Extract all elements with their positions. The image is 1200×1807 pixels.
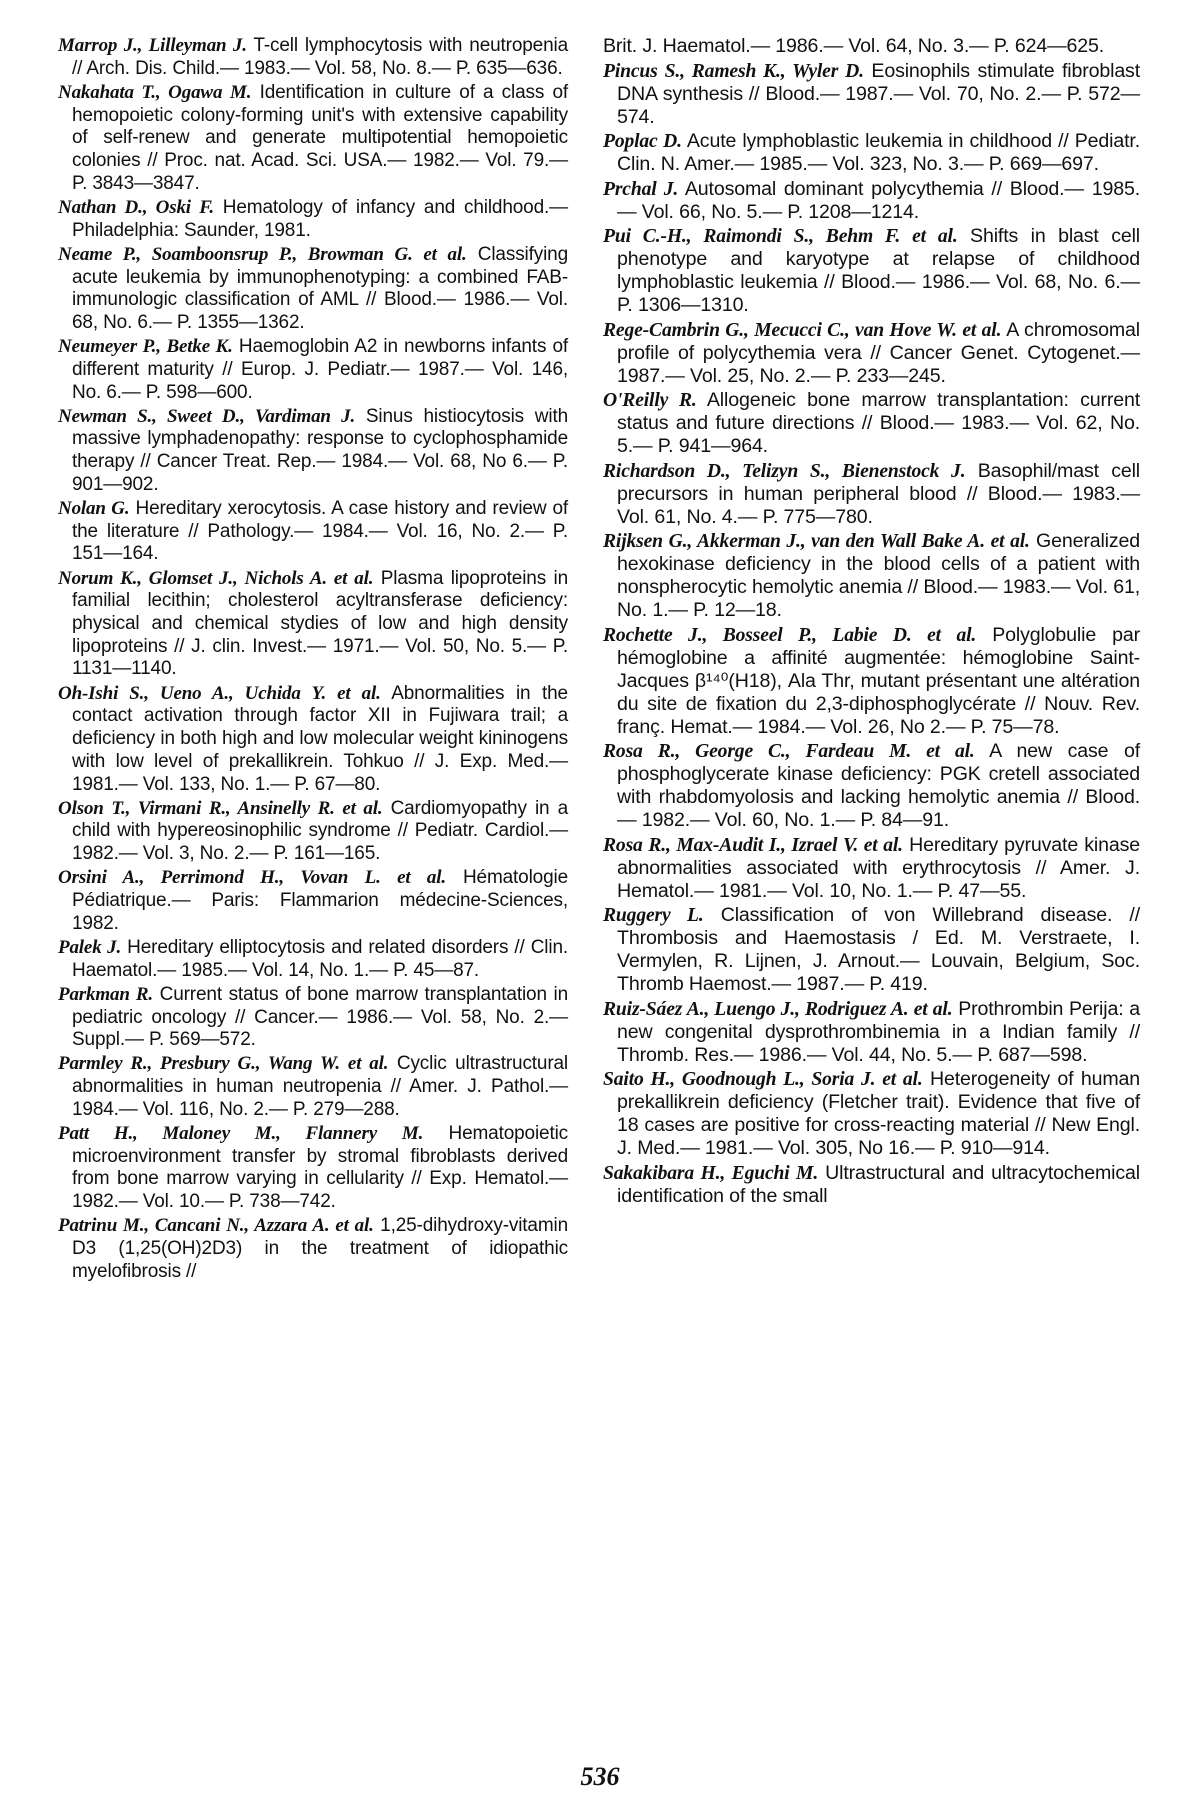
reference-text: 1,25-dihydroxy-vitamin D3 (1,25(OH)2D3) in the treatment of idiopathic myelofibrosis //	[72, 1215, 569, 1282]
reference-entry	[603, 904, 1140, 996]
reference-authors: Rijksen G., Akkerman J., van den Wall Bake A. et al.	[603, 531, 1030, 552]
reference-entry	[58, 984, 568, 1052]
reference-entry	[58, 336, 568, 404]
reference-entry	[603, 1068, 1140, 1160]
page-number: 536	[580, 1762, 620, 1791]
reference-authors: Rosa R., George C., Fardeau M. et al.	[603, 741, 975, 762]
reference-text: Hereditary pyruvate kinase abnormalities associated with erythrocytosis // Amer. J. Hematol.— 1981.— Vol. 10, No. 1.— P. 47—55.	[617, 833, 1140, 902]
reference-entry	[58, 1053, 568, 1121]
reference-text: Classifying acute leukemia by immunophenotyping: a combined FAB-immunologic classification of AML // Blood.— 1986.— Vol. 68, No. 6.— P. 1355—1362.	[72, 243, 568, 333]
reference-text: Current status of bone marrow transplantation in pediatric oncology // Cancer.— 1986.— Vol. 58, No. 2.— Suppl.— P. 569—572.	[72, 983, 568, 1051]
reference-entry	[603, 389, 1140, 458]
reference-entry	[58, 35, 568, 80]
reference-authors: Sakakibara H., Eguchi M.	[603, 1162, 819, 1184]
reference-text: Haemoglobin A2 in newborns infants of different maturity // Europ. J. Pediatr.— 1987.— Vol. 146, No. 6.— P. 598—600.	[72, 336, 568, 403]
reference-entry	[58, 798, 568, 866]
reference-text: A new case of phosphoglycerate kinase deficiency: PGK cretell associated with rhabdomyolosis and lacking hemolytic anemia // Blood.— 1982.— Vol. 60, No. 1.— P. 84—91.	[617, 740, 1140, 831]
reference-authors: Richardson D., Telizyn S., Bienenstock J.	[603, 460, 966, 482]
reference-authors: Ruggery L.	[603, 905, 704, 926]
reference-entry	[603, 35, 1140, 58]
reference-text: Prothrombin Perija: a new congenital dysprothrombinemia in a Indian family // Thromb. Res.— 1986.— Vol. 44, No. 5.— P. 687—598.	[617, 997, 1140, 1066]
reference-entry	[603, 624, 1140, 739]
reference-text: Classification of von Willebrand disease. // Thrombosis and Haemostasis / Ed. M. Verstraete, I. Vermylen, R. Lijnen, J. Arnout.— Louvain, Belgium, Soc. Thromb Haemost.— 1987.— P. 419.	[617, 904, 1140, 995]
reference-authors: Pincus S., Ramesh K., Wyler D.	[603, 60, 864, 82]
reference-authors: Patt H., Maloney M., Flannery M.	[58, 1123, 424, 1145]
reference-text: Plasma lipoproteins in familial lecithin; cholesterol acyltransferase deficiency: physical and chemical stydies of low and high density lipoproteins // J. clin. Invest.— 1971.— Vol. 50, No. 5.— P. 1131—1140.	[72, 567, 568, 680]
reference-authors: Marrop J., Lilleyman J.	[58, 35, 247, 56]
reference-entry	[603, 130, 1140, 176]
reference-entry	[58, 197, 568, 242]
reference-authors: O'Reilly R.	[603, 390, 697, 411]
reference-text: Allogeneic bone marrow transplantation: current status and future directions // Blood.— 1983.— Vol. 62, No. 5.— P. 941—964.	[617, 389, 1140, 457]
reference-authors: Oh-Ishi S., Ueno A., Uchida Y. et al.	[58, 682, 381, 704]
right-column	[603, 35, 1140, 1209]
reference-text: Shifts in blast cell phenotype and karyotype at relapse of childhood lymphoblastic leukemia // Blood.— 1986.— Vol. 68, No. 6.— P. 1306—1310.	[617, 225, 1141, 316]
reference-text: Heterogeneity of human prekallikrein deficiency (Fletcher trait). Evidence that five of 18 cases are positive for cross-reacting material // New Engl. J. Med.— 1981.— Vol. 305, No 16.— P. 910—914.	[617, 1068, 1141, 1159]
reference-entry	[58, 568, 568, 682]
reference-authors: Prchal J.	[603, 178, 679, 200]
reference-authors: Saito H., Goodnough L., Soria J. et al.	[603, 1069, 923, 1090]
reference-authors: Pui C.-H., Raimondi S., Behm F. et al.	[603, 226, 958, 247]
reference-entry	[603, 998, 1140, 1067]
reference-entry	[58, 937, 568, 982]
reference-authors: Palek J.	[58, 936, 122, 958]
reference-authors: Parmley R., Presbury G., Wang W. et al.	[58, 1053, 389, 1075]
reference-entry	[603, 60, 1140, 129]
reference-entry	[603, 1162, 1140, 1208]
reference-entry	[58, 683, 568, 797]
reference-authors: Newman S., Sweet D., Vardiman J.	[58, 405, 356, 427]
reference-entry	[58, 1215, 568, 1283]
reference-authors: Nathan D., Oski F.	[58, 196, 214, 218]
reference-text: Abnormalities in the contact activation through factor XII in Fujiwara trail; a deficiency in both high and low molecular weight kininogens with low level of prekallikrein. Tohkuo // J. Exp. Med.— 1981.— Vol. 133, No. 1.— P. 67—80.	[72, 682, 568, 795]
reference-entry	[58, 82, 568, 196]
reference-entry	[603, 460, 1140, 529]
reference-authors: Olson T., Virmani R., Ansinelly R. et al.	[58, 797, 383, 819]
reference-entry	[603, 530, 1140, 622]
reference-text: Eosinophils stimulate fibroblast DNA synthesis // Blood.— 1987.— Vol. 70, No. 2.— P. 572—574.	[617, 59, 1141, 128]
reference-authors: Rege-Cambrin G., Mecucci C., van Hove W. et al.	[603, 319, 1002, 341]
reference-entry	[603, 834, 1140, 903]
reference-text: Hematopoietic microenvironment transfer by stromal fibroblasts derived from bone marrow varying in cellularity // Exp. Hematol.— 1982.— Vol. 10.— P. 738—742.	[72, 1123, 568, 1213]
reference-entry	[603, 178, 1140, 224]
reference-authors: Parkman R.	[58, 983, 154, 1005]
reference-entry	[603, 225, 1140, 317]
reference-entry	[58, 244, 568, 335]
reference-authors: Neame P., Soamboonsrup P., Browman G. et al.	[58, 243, 467, 265]
reference-text: Brit. J. Haematol.— 1986.— Vol. 64, No. 3.— P. 624—625.	[603, 35, 1105, 57]
reference-entry	[58, 867, 568, 935]
reference-authors: Rosa R., Max-Audit I., Izrael V. et al.	[603, 834, 903, 856]
reference-text: Basophil/mast cell precursors in human peripheral blood // Blood.— 1983.— Vol. 61, No. 4.— P. 775—780.	[617, 459, 1140, 528]
reference-authors: Poplac D.	[603, 131, 682, 152]
reference-authors: Rochette J., Bosseel P., Labie D. et al.	[603, 624, 977, 646]
reference-text: Identification in culture of a class of hemopoietic colony-forming unit's with extensive capability of self-renew and generate multipotential hemopoietic colonies // Proc. nat. Acad. Sci. USA.— 1982.— Vol. 79.— P. 3843—3847.	[72, 81, 568, 194]
reference-text: A chromosomal profile of polycythemia vera // Cancer Genet. Cytogenet.— 1987.— Vol. 25, No. 2.— P. 233—245.	[617, 318, 1141, 387]
reference-entry	[603, 319, 1140, 388]
reference-text: Cyclic ultrastructural abnormalities in human neutropenia // Amer. J. Pathol.— 1984.— Vol. 116, No. 2.— P. 279—288.	[72, 1053, 568, 1120]
reference-entry	[58, 1123, 568, 1214]
reference-authors: Nolan G.	[58, 498, 130, 520]
reference-text: Polyglobulie par hémoglobine a affinité augmentée: hémoglobine Saint-Jacques β¹⁴⁰(H18), Ala Thr, mutant présentant une altération du site de fixation du 2,3-diphosphoglycérate // Nouv. Rev. franç. Hemat.— 1984.— Vol. 26, No 2.— P. 75—78.	[617, 623, 1140, 738]
reference-text: Hematology of infancy and childhood.— Philadelphia: Saunder, 1981.	[72, 196, 568, 241]
reference-entry	[58, 498, 568, 566]
reference-text: Autosomal dominant polycythemia // Blood.— 1985.— Vol. 66, No. 5.— P. 1208—1214.	[617, 177, 1140, 223]
reference-authors: Norum K., Glomset J., Nichols A. et al.	[58, 567, 374, 589]
reference-authors: Nakahata T., Ogawa M.	[58, 81, 252, 103]
reference-text: Ultrastructural and ultracytochemical identification of the small	[617, 1161, 1140, 1207]
reference-text: Hématologie Pédiatrique.— Paris: Flammarion médecine-Sciences, 1982.	[72, 867, 568, 934]
reference-text: Hereditary elliptocytosis and related disorders // Clin. Haematol.— 1985.— Vol. 14, No. 1.— P. 45—87.	[72, 936, 568, 981]
reference-text: Generalized hexokinase deficiency in the blood cells of a patient with nonspherocytic hemolytic anemia // Blood.— 1983.— Vol. 61, No. 1.— P. 12—18.	[617, 530, 1140, 621]
reference-text: Sinus histiocytosis with massive lymphadenopathy: response to cyclophosphamide therapy // Cancer Treat. Rep.— 1984.— Vol. 68, No 6.— P. 901—902.	[72, 405, 568, 495]
reference-text: Cardiomyopathy in a child with hypereosinophilic syndrome // Pediatr. Cardiol.— 1982.— Vol. 3, No. 2.— P. 161—165.	[72, 797, 568, 865]
reference-entry	[58, 406, 568, 497]
reference-authors: Patrinu M., Cancani N., Azzara A. et al.	[58, 1215, 374, 1237]
reference-authors: Neumeyer P., Betke K.	[58, 336, 233, 358]
left-column	[58, 35, 568, 1285]
reference-text: Hereditary xerocytosis. A case history and review of the literature // Pathology.— 1984.— Vol. 16, No. 2.— P. 151—164.	[72, 498, 568, 565]
reference-text: Acute lymphoblastic leukemia in childhood // Pediatr. Clin. N. Amer.— 1985.— Vol. 323, No. 3.— P. 669—697.	[617, 130, 1140, 175]
reference-text: T-cell lymphocytosis with neutropenia // Arch. Dis. Child.— 1983.— Vol. 58, No. 8.— P. 635—636.	[72, 35, 569, 79]
reference-authors: Ruiz-Sáez A., Luengo J., Rodriguez A. et al.	[603, 998, 953, 1020]
reference-authors: Orsini A., Perrimond H., Vovan L. et al.	[58, 867, 447, 889]
reference-entry	[603, 740, 1140, 832]
